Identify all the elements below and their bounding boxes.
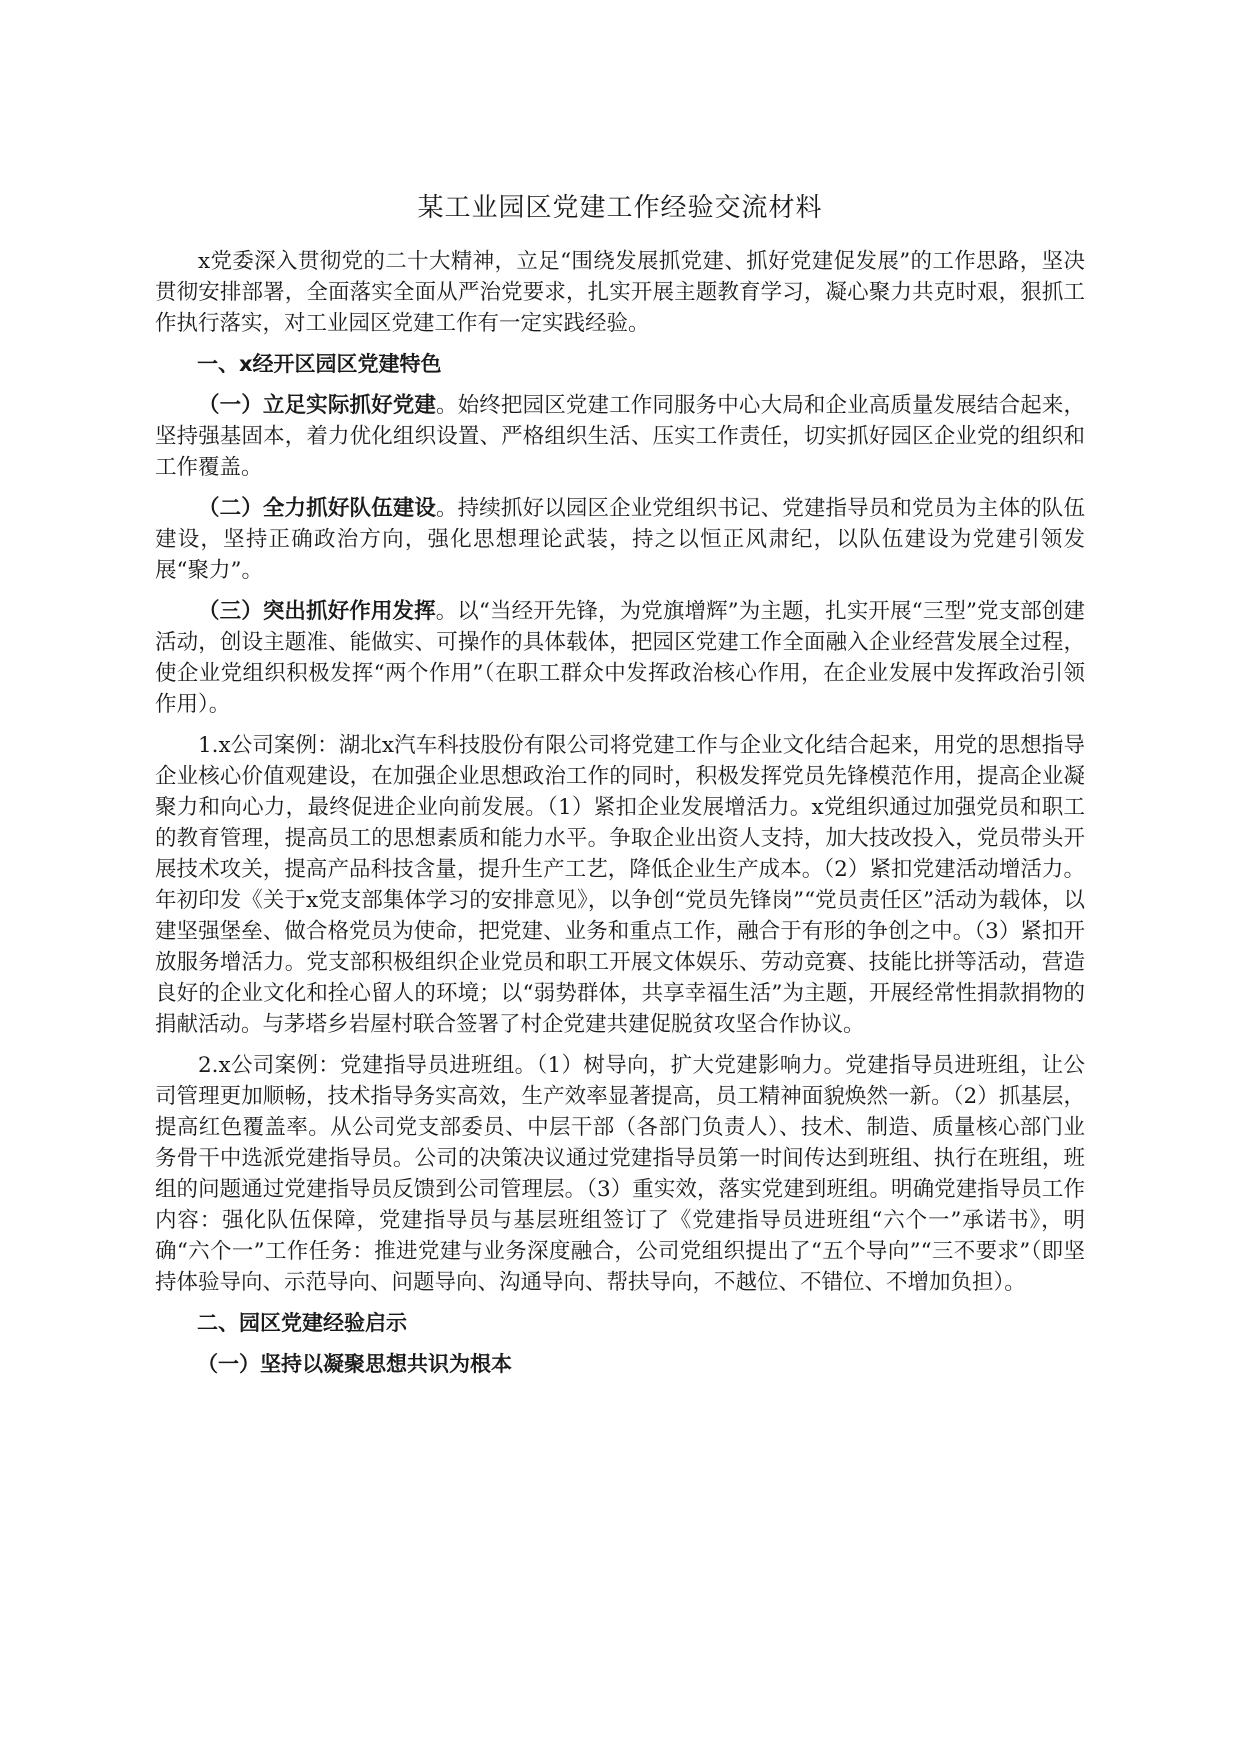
document-title: 某工业园区党建工作经验交流材料 (417, 193, 823, 223)
section-1-item-1 (155, 390, 1085, 483)
case-2-paragraph: 2.x公司案例：党建指导员进班组。（1）树导向，扩大党建影响力。党建指导员进班组，让公司管理更加顺畅，技术指导务实高效，生产效率显著提高，员工精神面貌焕然一新。（2）抓基层，提高红色覆盖率。从公司党支部委员、中层干部（各部门负责人）、技术、制造、质量核心部门业务骨干中选派党建指导员。公司的决策决议通过党建指导员第一时间传达到班组、执行在班组，班组的问题通过党建指导员反馈到公司管理层。（3）重实效，落实党建到班组。明确党建指导员工作内容：强化队伍保障，党建指导员与基层班组签订了《党建指导员进班组“六个一”承诺书》，明确“六个一”工作任务：推进党建与业务深度融合，公司党组织提出了“五个导向”“三不要求”（即坚持体验导向、示范导向、问题导向、沟通导向、帮扶导向，不越位、不错位、不增加负担）。 (155, 1053, 1085, 1295)
item-text: 。始终把园区党建工作同服务中心大局和企业高质量发展结合起来，坚持强基固本，着力优化组织设置、严格组织生活、压实工作责任，切实抓好园区企业党的组织和工作覆盖。 (155, 393, 1085, 480)
section-2-subheading: （一）坚持以凝聚思想共识为根本 (197, 1352, 512, 1376)
document-page (155, 190, 1085, 1390)
section-1-item-2 (155, 493, 1085, 586)
section-1-heading: 一、x经开区园区党建特色 (197, 352, 442, 376)
item-lead: （三）突出抓好作用发挥 (198, 599, 436, 624)
item-text: 。以“当经开先锋，为党旗增辉”为主题，扎实开展“三型”党支部创建活动，创设主题准、能做实、可操作的具体载体，把园区党建工作全面融入企业经营发展全过程，使企业党组织积极发挥“两个作用”（在职工群众中发挥政治核心作用，在企业发展中发挥政治引领作用）。 (155, 599, 1085, 717)
item-lead: （二）全力抓好队伍建设 (198, 496, 437, 521)
case-1-paragraph: 1.x公司案例：湖北x汽车科技股份有限公司将党建工作与企业文化结合起来，用党的思想指导企业核心价值观建设，在加强企业思想政治工作的同时，积极发挥党员先锋模范作用，提高企业凝聚力和向心力，最终促进企业向前发展。（1）紧扣企业发展增活力。x党组织通过加强党员和职工的教育管理，提高员工的思想素质和能力水平。争取企业出资人支持，加大技改投入，党员带头开展技术攻关，提高产品科技含量，提升生产工艺，降低企业生产成本。（2）紧扣党建活动增活力。年初印发《关于x党支部集体学习的安排意见》，以争创“党员先锋岗”“党员责任区”活动为载体，以建坚强堡垒、做合格党员为使命，把党建、业务和重点工作，融合于有形的争创之中。（3）紧扣开放服务增活力。党支部积极组织企业党员和职工开展文体娱乐、劳动竞赛、技能比拼等活动，营造良好的企业文化和拴心留人的环境；以“弱势群体，共享幸福生活”为主题，开展经常性捐款捐物的捐献活动。与茅塔乡岩屋村联合签署了村企党建共建促脱贫攻坚合作协议。 (155, 733, 1085, 1037)
intro-paragraph: x党委深入贯彻党的二十大精神，立足“围绕发展抓党建、抓好党建促发展”的工作思路，坚决贯彻安排部署，全面落实全面从严治党要求，扎实开展主题教育学习，凝心聚力共克时艰，狠抓工作执行落实，对工业园区党建工作有一定实践经验。 (155, 249, 1085, 336)
section-2-heading: 二、园区党建经验启示 (197, 1311, 407, 1335)
item-text: 。持续抓好以园区企业党组织书记、党建指导员和党员为主体的队伍建设，坚持正确政治方向，强化思想理论武装，持之以恒正风肃纪，以队伍建设为党建引领发展“聚力”。 (155, 496, 1085, 583)
section-1-item-3 (155, 596, 1085, 720)
item-lead: （一）立足实际抓好党建 (198, 393, 437, 418)
